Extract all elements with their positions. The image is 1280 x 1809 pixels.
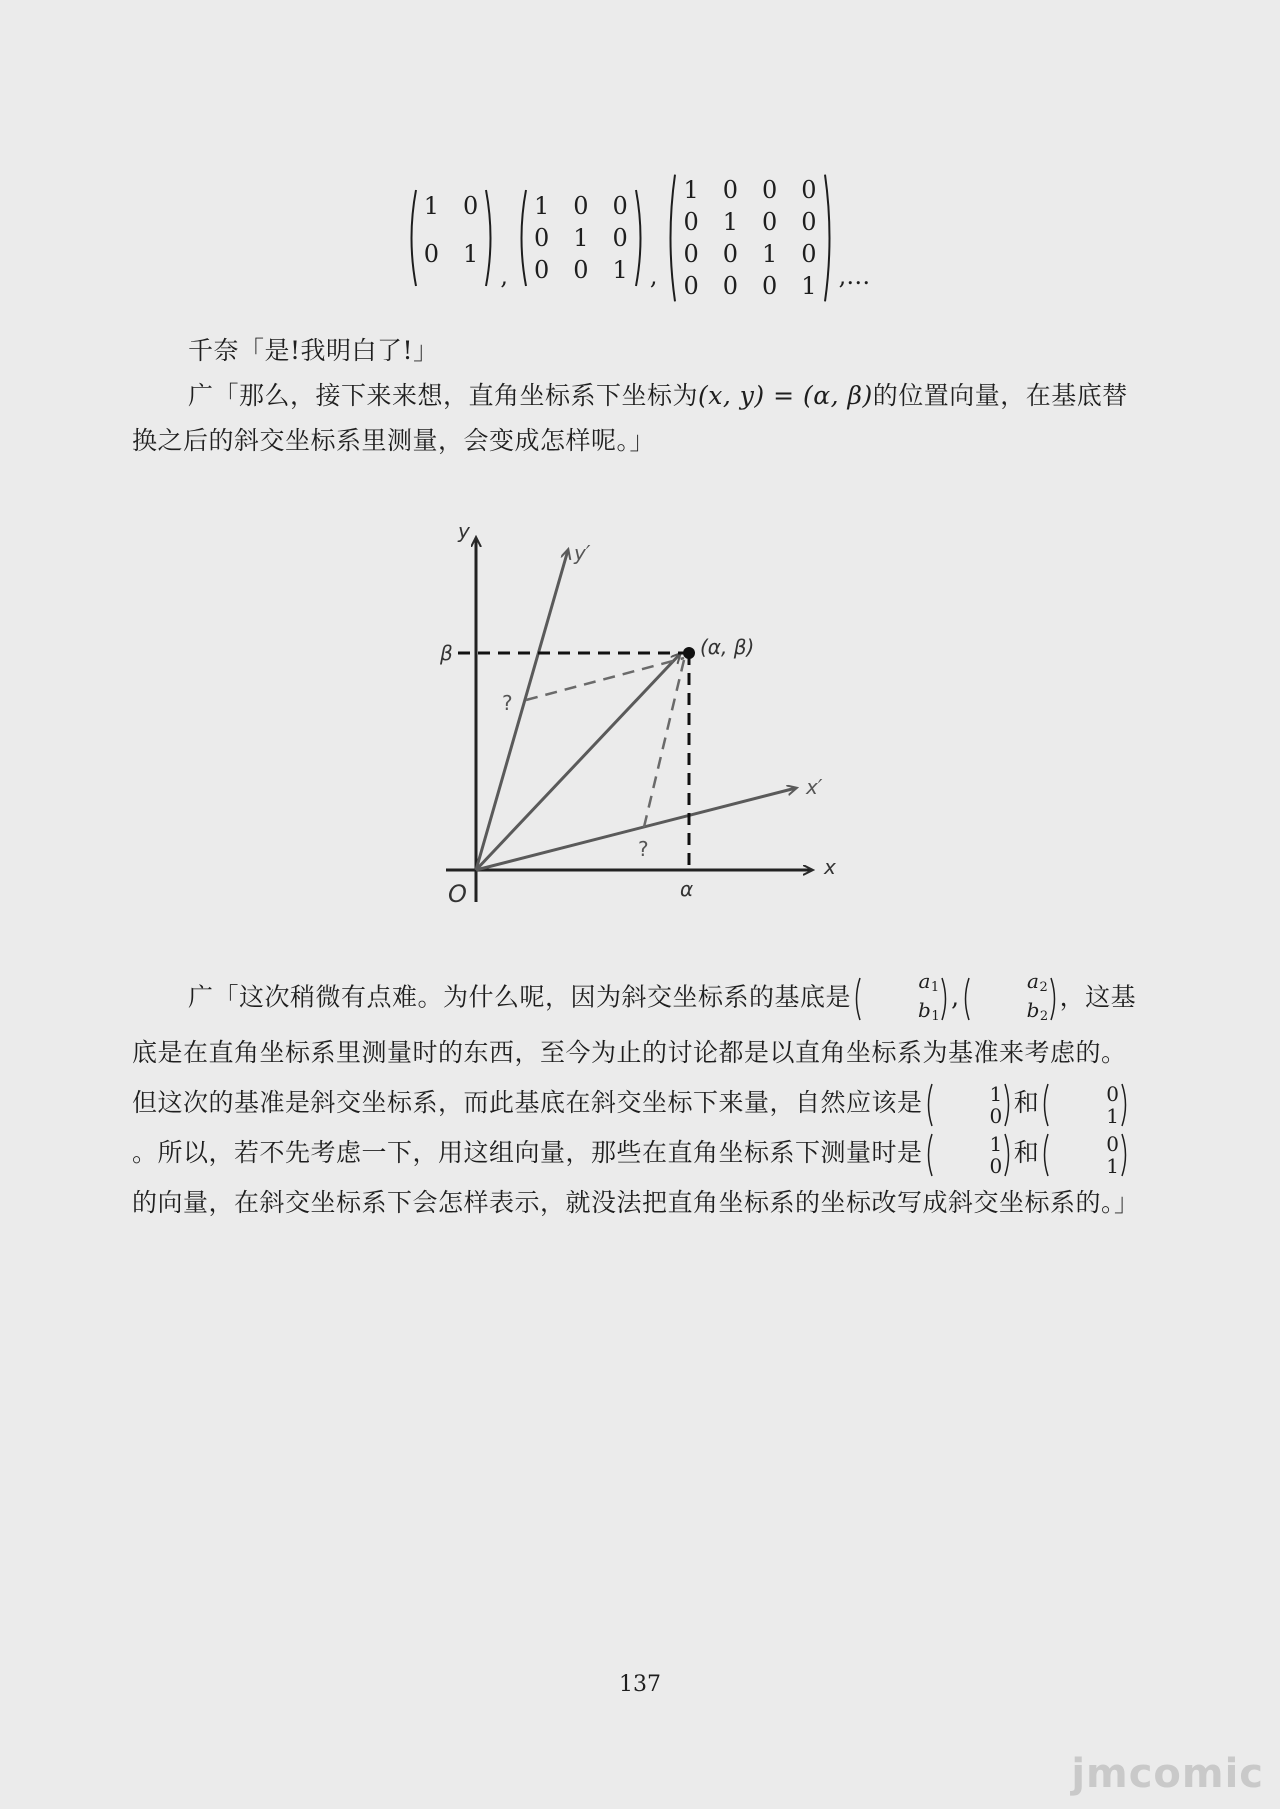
right-paren-icon — [634, 188, 646, 288]
label-alpha: α — [680, 877, 694, 901]
x-prime-axis — [476, 788, 796, 870]
vector-entry: 0 — [1106, 1081, 1120, 1106]
vector-entry: 1 — [989, 1131, 1003, 1156]
dialogue-line-hiro — [132, 373, 1148, 463]
matrix-cell: 0 — [573, 256, 589, 284]
matrix-cell: 0 — [423, 240, 440, 268]
label-question-x-prime: ? — [638, 837, 649, 861]
vector-entry: b — [1026, 998, 1040, 1022]
matrix-cell: 0 — [612, 192, 628, 220]
dialogue-line-chinatsu — [132, 328, 1148, 373]
vector-entry: 0 — [989, 1103, 1003, 1128]
right-paren-icon — [484, 188, 496, 288]
vector-entry: a — [1027, 969, 1040, 993]
matrix-separator: , — [649, 262, 658, 290]
paragraph-text: 的向量，在斜交坐标系下会怎样表示，就没法把直角坐标系的坐标改写成斜交坐标系的。」 — [132, 1188, 1140, 1217]
left-paren-icon — [1041, 1083, 1049, 1127]
matrix-ellipsis: ,… — [838, 262, 871, 290]
label-beta: β — [440, 641, 453, 665]
label-question-y-prime: ? — [502, 691, 513, 715]
vector-subscript: 1 — [930, 980, 940, 995]
matrix-cell: 1 — [683, 176, 699, 204]
vector-entry: 0 — [1106, 1131, 1120, 1156]
page-number: 137 — [619, 1672, 661, 1697]
matrix-cell: 0 — [612, 224, 628, 252]
matrix-cell: 0 — [533, 256, 550, 284]
identity-matrix-4x4 — [665, 172, 834, 304]
right-paren-icon — [1121, 1133, 1129, 1177]
watermark-logo: jmcomic — [1071, 1751, 1264, 1797]
vector-subscript: 1 — [931, 1009, 941, 1024]
point-alpha-beta — [683, 647, 695, 659]
label-y-prime: y′ — [574, 541, 591, 565]
unit-vector-e4 — [1041, 1133, 1128, 1177]
vector-entry: 1 — [1106, 1153, 1120, 1178]
matrix-cell: 1 — [423, 192, 440, 220]
unit-vector-e3 — [925, 1133, 1012, 1177]
matrix-cell: 1 — [762, 240, 778, 268]
matrix-cell: 0 — [722, 272, 739, 300]
paragraph-text: ，这基底是在直角坐标系里测量时的东西，至今为止的讨论都是以直角坐标系为基准来考虑的。但这次的基准是斜交坐标系，而此基底在斜交坐标下来量，自然应该是 — [132, 982, 1137, 1117]
right-paren-icon — [1121, 1083, 1129, 1127]
left-paren-icon — [925, 1083, 933, 1127]
matrix-cell: 0 — [573, 192, 589, 220]
matrix-cell: 0 — [683, 208, 699, 236]
identity-matrices — [0, 172, 1280, 304]
matrix-cell: 0 — [722, 176, 739, 204]
matrix-cell: 0 — [533, 224, 550, 252]
right-paren-icon — [941, 977, 949, 1021]
matrix-cell: 0 — [801, 208, 817, 236]
dialogue-text: 的位置向量，在基底替换之后的斜交坐标系里测量，会变成怎样呢。」 — [132, 381, 1128, 455]
oblique-coordinate-diagram — [440, 510, 860, 920]
identity-matrix-2x2 — [406, 188, 497, 288]
left-paren-icon — [962, 977, 970, 1021]
left-paren-icon — [853, 977, 861, 1021]
vector-separator: , — [951, 982, 960, 1012]
dialogue-text: 广「那么，接下来来想，直角坐标系下坐标为 — [188, 381, 699, 410]
label-point: (α, β) — [700, 635, 755, 659]
vector-entry: 1 — [1106, 1103, 1120, 1128]
vector-subscript: 2 — [1039, 1009, 1049, 1024]
vector-entry: 1 — [989, 1081, 1003, 1106]
dialogue-text: 千奈「是!我明白了!」 — [188, 336, 439, 365]
matrix-cell: 0 — [801, 240, 817, 268]
matrix-cell: 1 — [801, 272, 817, 300]
matrix-cell: 0 — [801, 176, 817, 204]
right-paren-icon — [1004, 1083, 1012, 1127]
matrix-cell: 0 — [683, 272, 699, 300]
label-x-prime: x′ — [806, 775, 823, 799]
matrix-cell: 1 — [612, 256, 628, 284]
label-y: y — [458, 519, 470, 543]
vector-subscript: 2 — [1039, 980, 1049, 995]
right-paren-icon — [1004, 1133, 1012, 1177]
vector-entry: a — [918, 969, 931, 993]
vector-entry: 0 — [989, 1153, 1003, 1178]
basis-vector-a2-b2 — [962, 970, 1058, 1028]
identity-matrix-3x3 — [516, 188, 646, 288]
unit-vector-e1 — [925, 1083, 1012, 1127]
paragraph-text: 和 — [1013, 1088, 1040, 1117]
paragraph-text: 广「这次稍微有点难。为什么呢，因为斜交坐标系的基底是 — [188, 982, 852, 1012]
matrix-cell: 0 — [762, 176, 778, 204]
matrix-cell: 0 — [683, 240, 699, 268]
label-origin: O — [448, 880, 467, 908]
explanation-paragraph — [132, 970, 1148, 1228]
matrix-separator: , — [500, 262, 508, 290]
matrix-cell: 1 — [533, 192, 550, 220]
left-paren-icon — [925, 1133, 933, 1177]
vector-entry: b — [918, 998, 932, 1022]
left-paren-icon — [516, 188, 528, 288]
matrix-cell: 1 — [463, 240, 479, 268]
left-paren-icon — [665, 172, 677, 304]
basis-vector-a1-b1 — [853, 970, 949, 1028]
left-paren-icon — [406, 188, 418, 288]
unit-vector-e2 — [1041, 1083, 1128, 1127]
paragraph-text: 和 — [1013, 1138, 1040, 1167]
right-paren-icon — [823, 172, 835, 304]
coordinate-equation: (x, y) = (α, β) — [698, 381, 873, 410]
matrix-cell: 0 — [762, 272, 778, 300]
left-paren-icon — [1041, 1133, 1049, 1177]
matrix-cell: 1 — [573, 224, 589, 252]
matrix-cell: 0 — [463, 192, 479, 220]
y-prime-projection — [526, 658, 684, 700]
right-paren-icon — [1050, 977, 1058, 1021]
matrix-cell: 0 — [722, 240, 739, 268]
paragraph-text: 。所以，若不先考虑一下，用这组向量，那些在直角坐标系下测量时是 — [132, 1138, 923, 1167]
matrix-cell: 1 — [722, 208, 739, 236]
matrix-cell: 0 — [762, 208, 778, 236]
label-x: x — [824, 855, 836, 879]
